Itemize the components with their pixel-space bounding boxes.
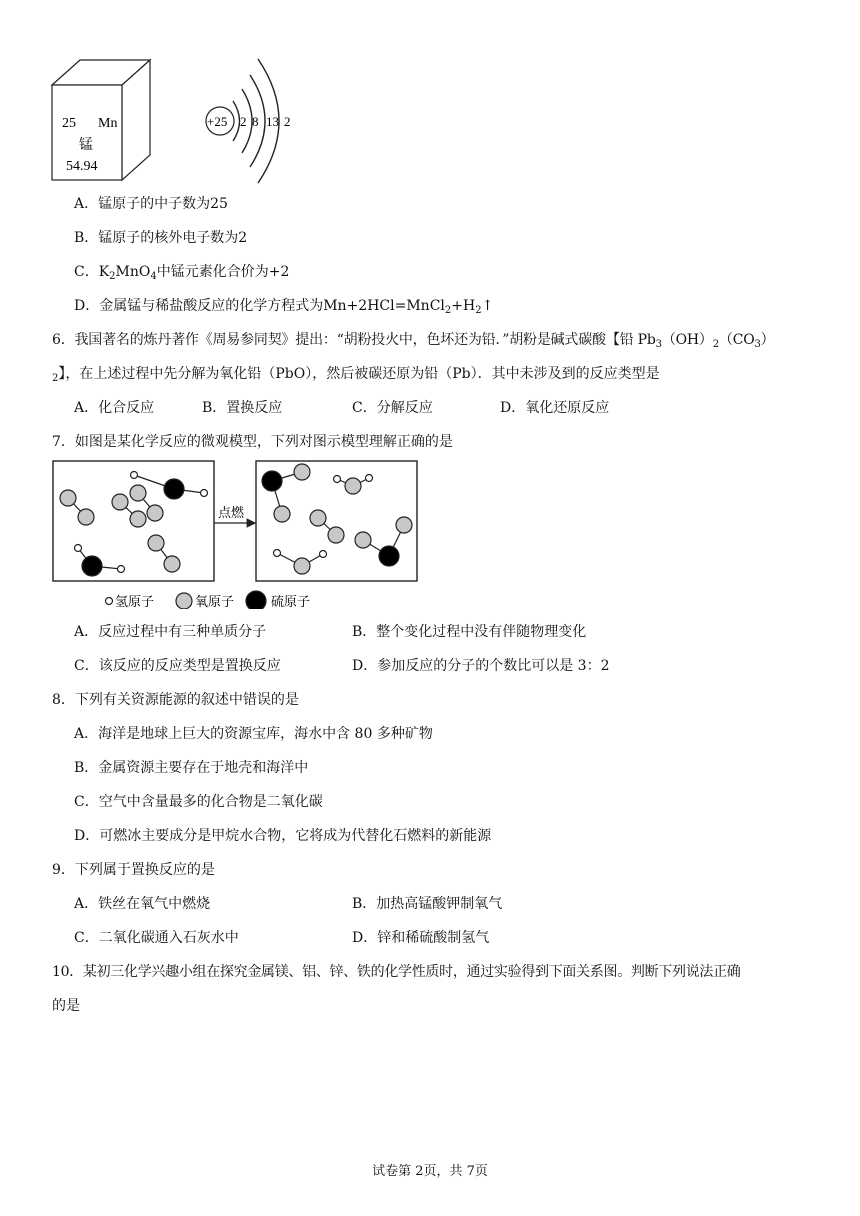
arrow-label: 点燃 <box>218 506 245 521</box>
legend-sulfur: 硫原子 <box>271 595 311 609</box>
q6-stem-line2 <box>52 364 660 384</box>
text-part: ） <box>760 332 775 348</box>
q8-option-d: D．可燃冰主要成分是甲烷水合物，它将成为代替化石燃料的新能源 <box>74 828 492 844</box>
q5-option-d <box>74 296 493 316</box>
q7-option-d: D．参加反应的分子的个数比可以是 3：2 <box>352 658 610 674</box>
products-box <box>256 461 417 581</box>
hydrogen-atom-icon <box>106 598 113 605</box>
atomic-structure-diagram <box>206 59 291 183</box>
q10-stem-line1: 10．某初三化学兴趣小组在探究金属镁、铝、锌、铁的化学性质时，通过实验得到下面关系图。判断下列说法正确 <box>52 964 741 980</box>
nucleus-charge: +25 <box>207 114 228 129</box>
atomic-mass: 54.94 <box>66 159 98 174</box>
q9-option-d: D．锌和稀硫酸制氢气 <box>352 930 490 946</box>
q6-option-a: A．化合反应 <box>74 400 155 416</box>
legend-hydrogen: 氢原子 <box>115 595 155 609</box>
subscript: 2 <box>475 305 482 316</box>
subscript: 3 <box>754 339 761 350</box>
q6-stem-line1 <box>52 330 774 350</box>
subscript: 2 <box>712 339 719 350</box>
shell-3-electrons: 13 <box>266 114 279 129</box>
q7-stem: 7．如图是某化学反应的微观模型，下列对图示模型理解正确的是 <box>52 434 453 450</box>
text-part: 中锰元素化合价为+2 <box>156 264 290 280</box>
reaction-arrow <box>214 505 255 523</box>
text-part: 】，在上述过程中先分解为氧化铅（PbO），然后被碳还原为铅（Pb）．其中未涉及到的反应类型是 <box>58 366 660 382</box>
reactants-box <box>53 461 214 581</box>
text-part: （OH） <box>661 332 713 348</box>
subscript: 3 <box>655 339 662 350</box>
q5-figure <box>50 55 310 190</box>
q8-option-c: C．空气中含量最多的化合物是二氧化碳 <box>74 794 323 810</box>
page-footer: 试卷第 2页，共 7页 <box>372 1164 488 1179</box>
atomic-number: 25 <box>62 116 76 131</box>
element-symbol: Mn <box>98 116 118 131</box>
q5-option-a: A．锰原子的中子数为25 <box>74 196 228 212</box>
shell-1-electrons: 2 <box>240 114 247 129</box>
q7-reaction-diagram <box>52 459 422 609</box>
q6-option-c: C．分解反应 <box>352 400 433 416</box>
q6-option-d: D．氧化还原反应 <box>500 400 610 416</box>
element-cell <box>52 60 150 180</box>
subscript: 4 <box>150 271 157 282</box>
q9-option-a: A．铁丝在氧气中燃烧 <box>74 896 211 912</box>
text-part: C．K <box>74 264 110 280</box>
q9-option-c: C．二氧化碳通入石灰水中 <box>74 930 239 946</box>
q5-option-c <box>74 262 289 282</box>
legend-oxygen: 氧原子 <box>195 595 235 609</box>
q9-stem: 9．下列属于置换反应的是 <box>52 862 215 878</box>
q6-option-b: B．置换反应 <box>202 400 283 416</box>
subscript: 2 <box>52 373 59 384</box>
element-name: 锰 <box>79 137 93 153</box>
text-part: MnO <box>115 264 151 280</box>
shell-2-electrons: 8 <box>252 114 259 129</box>
q9-option-b: B．加热高锰酸钾制氧气 <box>352 896 503 912</box>
subscript: 2 <box>444 305 452 316</box>
q7-option-a: A．反应过程中有三种单质分子 <box>74 624 267 640</box>
q5-option-b: B．锰原子的核外电子数为2 <box>74 230 248 246</box>
text-part: +H <box>451 298 476 314</box>
text-part: D．金属锰与稀盐酸反应的化学方程式为Mn+2HCl=MnCl <box>74 298 445 314</box>
oxygen-atom-icon <box>176 593 192 609</box>
legend <box>106 591 311 609</box>
subscript: 2 <box>109 271 116 282</box>
q10-stem-line2: 的是 <box>52 998 80 1014</box>
text-part: （CO <box>718 332 755 348</box>
q8-stem: 8．下列有关资源能源的叙述中错误的是 <box>52 692 299 708</box>
q8-option-a: A．海洋是地球上巨大的资源宝库，海水中含 80 多种矿物 <box>74 726 433 742</box>
shell-4-electrons: 2 <box>284 114 291 129</box>
q7-option-c: C．该反应的反应类型是置换反应 <box>74 658 281 674</box>
text-part: 6．我国著名的炼丹著作《周易参同契》提出：“胡粉投火中，色坏还为铅．”胡粉是碱式碳酸【铅 Pb <box>52 332 656 348</box>
q7-option-b: B．整个变化过程中没有伴随物理变化 <box>352 624 587 640</box>
sulfur-atom-icon <box>246 591 266 609</box>
text-part: ↑ <box>481 298 494 314</box>
q8-option-b: B．金属资源主要存在于地壳和海洋中 <box>74 760 309 776</box>
